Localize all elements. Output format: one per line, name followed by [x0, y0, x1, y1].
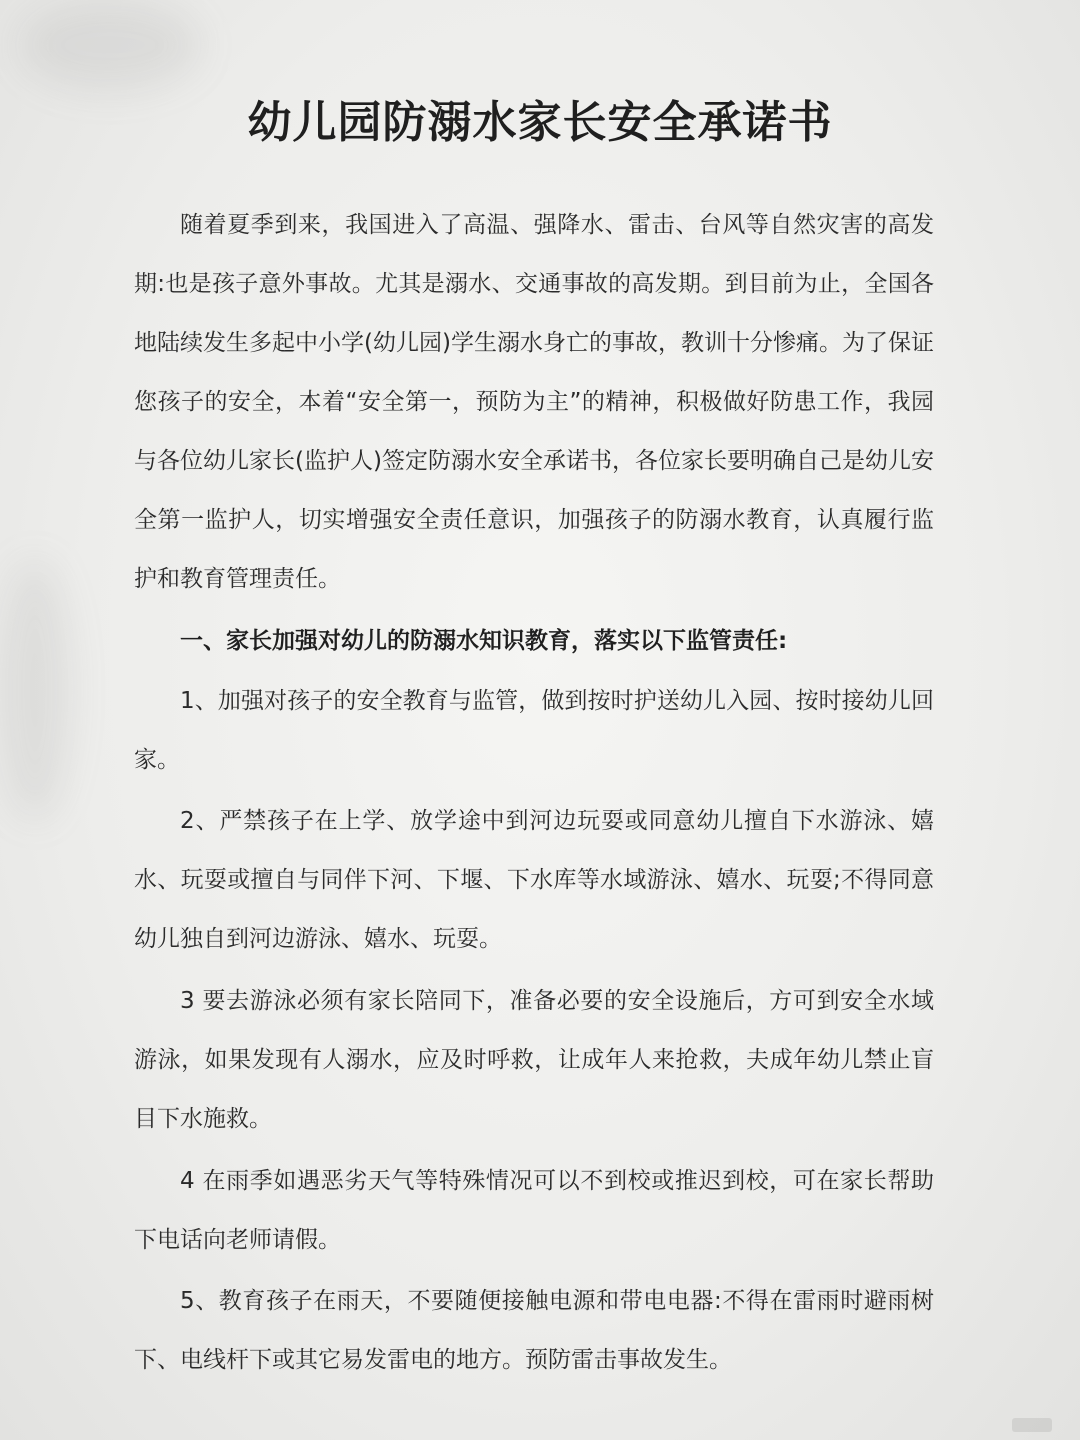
section-heading: 一、家长加强对幼儿的防溺水知识教育，落实以下监管责任:	[180, 628, 788, 654]
document-title: 幼儿园防溺水家长安全承诺书	[247, 97, 833, 148]
watermark-mark	[1012, 1418, 1052, 1432]
list-item: 5、教育孩子在雨天，不要随便接触电源和带电电器:不得在雷雨时避雨树下、电线杆下或其它易发雷电的地方。预防雷击事故发生。	[134, 1288, 934, 1373]
list-item: 1、加强对孩子的安全教育与监管，做到按时护送幼儿入园、按时接幼儿回家。	[134, 688, 934, 773]
scan-smudge	[20, 0, 200, 90]
list-item: 4 在雨季如遇恶劣天气等特殊情况可以不到校或推迟到校，可在家长帮助下电话向老师请假。	[134, 1168, 934, 1253]
list-item: 3 要去游泳必须有家长陪同下，准备必要的安全设施后，方可到安全水域游泳，如果发现有人溺水，应及时呼救，让成年人来抢救，夫成年幼儿禁止盲目下水施救。	[134, 988, 934, 1132]
list-item: 2、严禁孩子在上学、放学途中到河边玩耍或同意幼儿擅自下水游泳、嬉水、玩耍或擅自与同伴下河、下堰、下水库等水域游泳、嬉水、玩耍;不得同意幼儿独自到河边游泳、嬉水、玩耍。	[134, 808, 934, 952]
intro-paragraph: 随着夏季到来，我国进入了高温、强降水、雷击、台风等自然灾害的高发期:也是孩子意外事故。尤其是溺水、交通事故的高发期。到目前为止，全国各地陆续发生多起中小学(幼儿园)学生溺水身亡的事故，教训十分惨痛。为了保证您孩子的安全，本着“安全第一，预防为主”的精神，积极做好防患工作，我园与各位幼儿家长(监护人)签定防溺水安全承诺书，各位家长要明确自己是幼儿安全第一监护人，切实增强安全责任意识，加强孩子的防溺水教育，认真履行监护和教育管理责任。	[134, 212, 934, 592]
scan-smudge	[0, 560, 70, 820]
